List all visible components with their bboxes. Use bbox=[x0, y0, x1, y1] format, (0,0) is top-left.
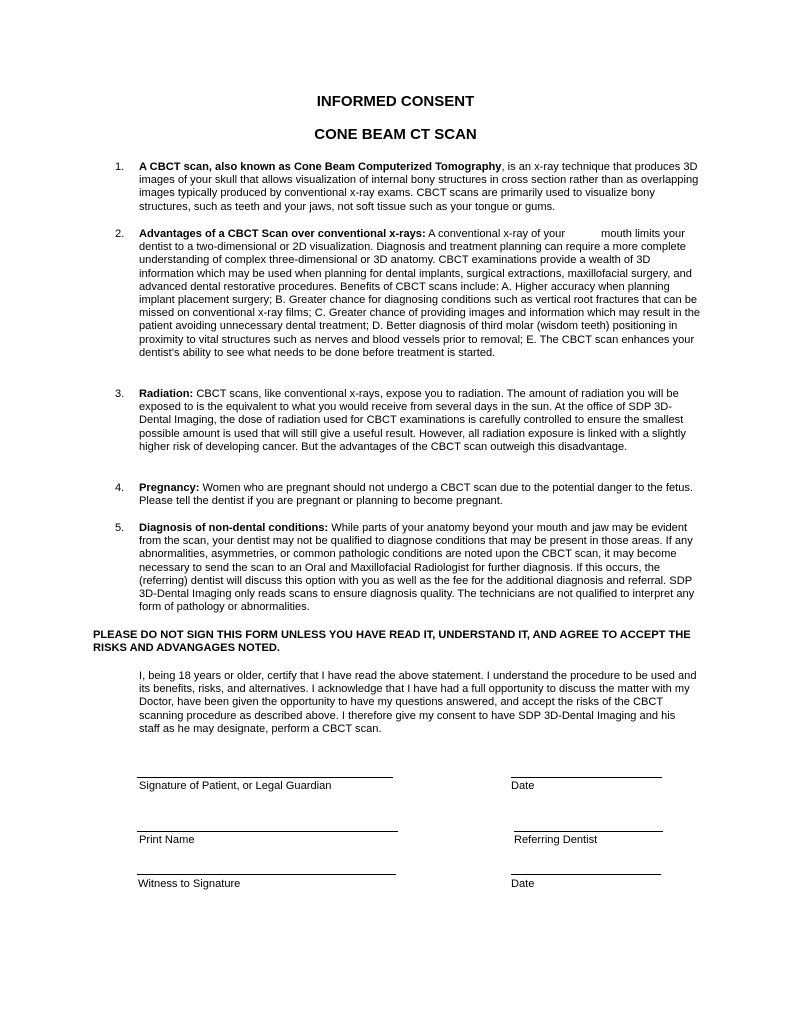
item-heading: Pregnancy: bbox=[139, 482, 200, 494]
item-text: A conventional x-ray of your bbox=[425, 228, 566, 240]
list-item bbox=[112, 161, 702, 214]
item-number: 3. bbox=[115, 388, 125, 400]
witness-date-label: Date bbox=[511, 878, 535, 890]
print-name-line[interactable] bbox=[137, 831, 398, 832]
patient-signature-label: Signature of Patient, or Legal Guardian bbox=[139, 780, 332, 792]
document-title: INFORMED CONSENT bbox=[316, 93, 475, 110]
item-heading: Diagnosis of non-dental conditions: bbox=[139, 522, 329, 534]
witness-signature-line[interactable] bbox=[137, 874, 396, 875]
witness-signature-label: Witness to Signature bbox=[138, 878, 241, 890]
item-number: 1. bbox=[115, 161, 125, 173]
item-number: 2. bbox=[115, 228, 125, 240]
witness-date-line[interactable] bbox=[511, 874, 661, 875]
item-text: , is an x-ray technique that produces 3D images of your skull that allows visualization of internal bony structures in cross section rather than as overlapping images typically produced by conventional x-ray exams. CBCT scans are primarily used to visualize bony structures, such as teeth and your jaws, not soft tissue such as your tongue or gums. bbox=[139, 161, 699, 213]
item-text: CBCT scans, like conventional x-rays, expose you to radiation. The amount of radiation you will be exposed to is the equivalent to what you would receive from several days in the sun. At the office of SDP 3D- Dental Imaging, the dose of radiation used for CBCT examinations is carefully controlled to ensure the smallest possible amount is used that will still give a useful result. However, all radiation exposure is linked with a slightly higher risk of developing cancer. But the advantages of the CBCT scan outweigh this disadvantage. bbox=[139, 388, 686, 453]
item-heading: Advantages of a CBCT Scan over conventional x-rays: bbox=[139, 228, 426, 240]
list-item bbox=[112, 522, 702, 614]
item-number: 5. bbox=[115, 522, 125, 534]
item-text: mouth limits your dentist to a two-dimensional or 2D visualization. Diagnosis and treatment planning can require a more complete understanding of complex three-dimensional or 3D anatomy. CBCT examinations provide a wealth of 3D information which may be used when planning for dental implants, surgical extractions, maxillofacial surgery, and advanced dental restorative procedures. Benefits of CBCT scans include: A. Higher accuracy when planning implant placement surgery; B. Greater chance for diagnosing conditions such as vertical root fractures that can be missed on conventional x-ray films; C. Greater chance of providing images and information which may result in the patient avoiding unnecessary dental treatment; D. Better diagnosis of third molar (wisdom teeth) positioning in proximity to vital structures such as nerves and blood vessels prior to removal; E. The CBCT scan enhances your dentist’s ability to see what needs to be done before treatment is started. bbox=[139, 228, 701, 359]
list-item bbox=[112, 482, 702, 508]
referring-dentist-label: Referring Dentist bbox=[514, 834, 598, 846]
referring-dentist-line[interactable] bbox=[514, 831, 663, 832]
document-subtitle: CONE BEAM CT SCAN bbox=[314, 126, 477, 143]
list-item bbox=[112, 388, 702, 454]
date-label: Date bbox=[511, 780, 535, 792]
certification-statement: I, being 18 years or older, certify that I have read the above statement. I understand the procedure to be used and its benefits, risks, and alternatives. I acknowledge that I have had a full opportunity to discuss the matter with my Doctor, have been given the opportunity to have my questions answered, and accept the risks of the CBCT scanning procedure as described above. I therefore give my consent to have SDP 3D-Dental Imaging and his staff as he may designate, perform a CBCT scan. bbox=[139, 670, 697, 735]
item-text: While parts of your anatomy beyond your mouth and jaw may be evident from the scan, your dentist may not be qualified to diagnose conditions that may be present in those areas. If any abnormalities, asymmetries, or common pathologic conditions are noted upon the CBCT scan, it may become necessary to send the scan to an Oral and Maxillofacial Radiologist for further diagnosis. If this occurs, the (referring) dentist will discuss this option with you as well as the fee for the additional diagnosis and referral. SDP 3D-Dental Imaging only reads scans to ensure diagnosis quality. The technicians are not qualified to interpret any form of pathology or abnormalities. bbox=[139, 522, 695, 614]
signing-warning: PLEASE DO NOT SIGN THIS FORM UNLESS YOU HAVE READ IT, UNDERSTAND IT, AND AGREE TO ACCEPT THE RISKS AND ADVANGAGES NOTED. bbox=[93, 629, 691, 655]
patient-signature-line[interactable] bbox=[137, 777, 393, 778]
print-name-label: Print Name bbox=[139, 834, 195, 846]
item-number: 4. bbox=[115, 482, 125, 494]
item-heading: Radiation: bbox=[139, 388, 194, 400]
item-text: Women who are pregnant should not undergo a CBCT scan due to the potential danger to the fetus. Please tell the dentist if you are pregnant or planning to become pregnant. bbox=[139, 482, 694, 508]
date-line[interactable] bbox=[511, 777, 662, 778]
list-item bbox=[112, 228, 702, 360]
item-heading: A CBCT scan, also known as Cone Beam Computerized Tomography bbox=[139, 161, 502, 173]
